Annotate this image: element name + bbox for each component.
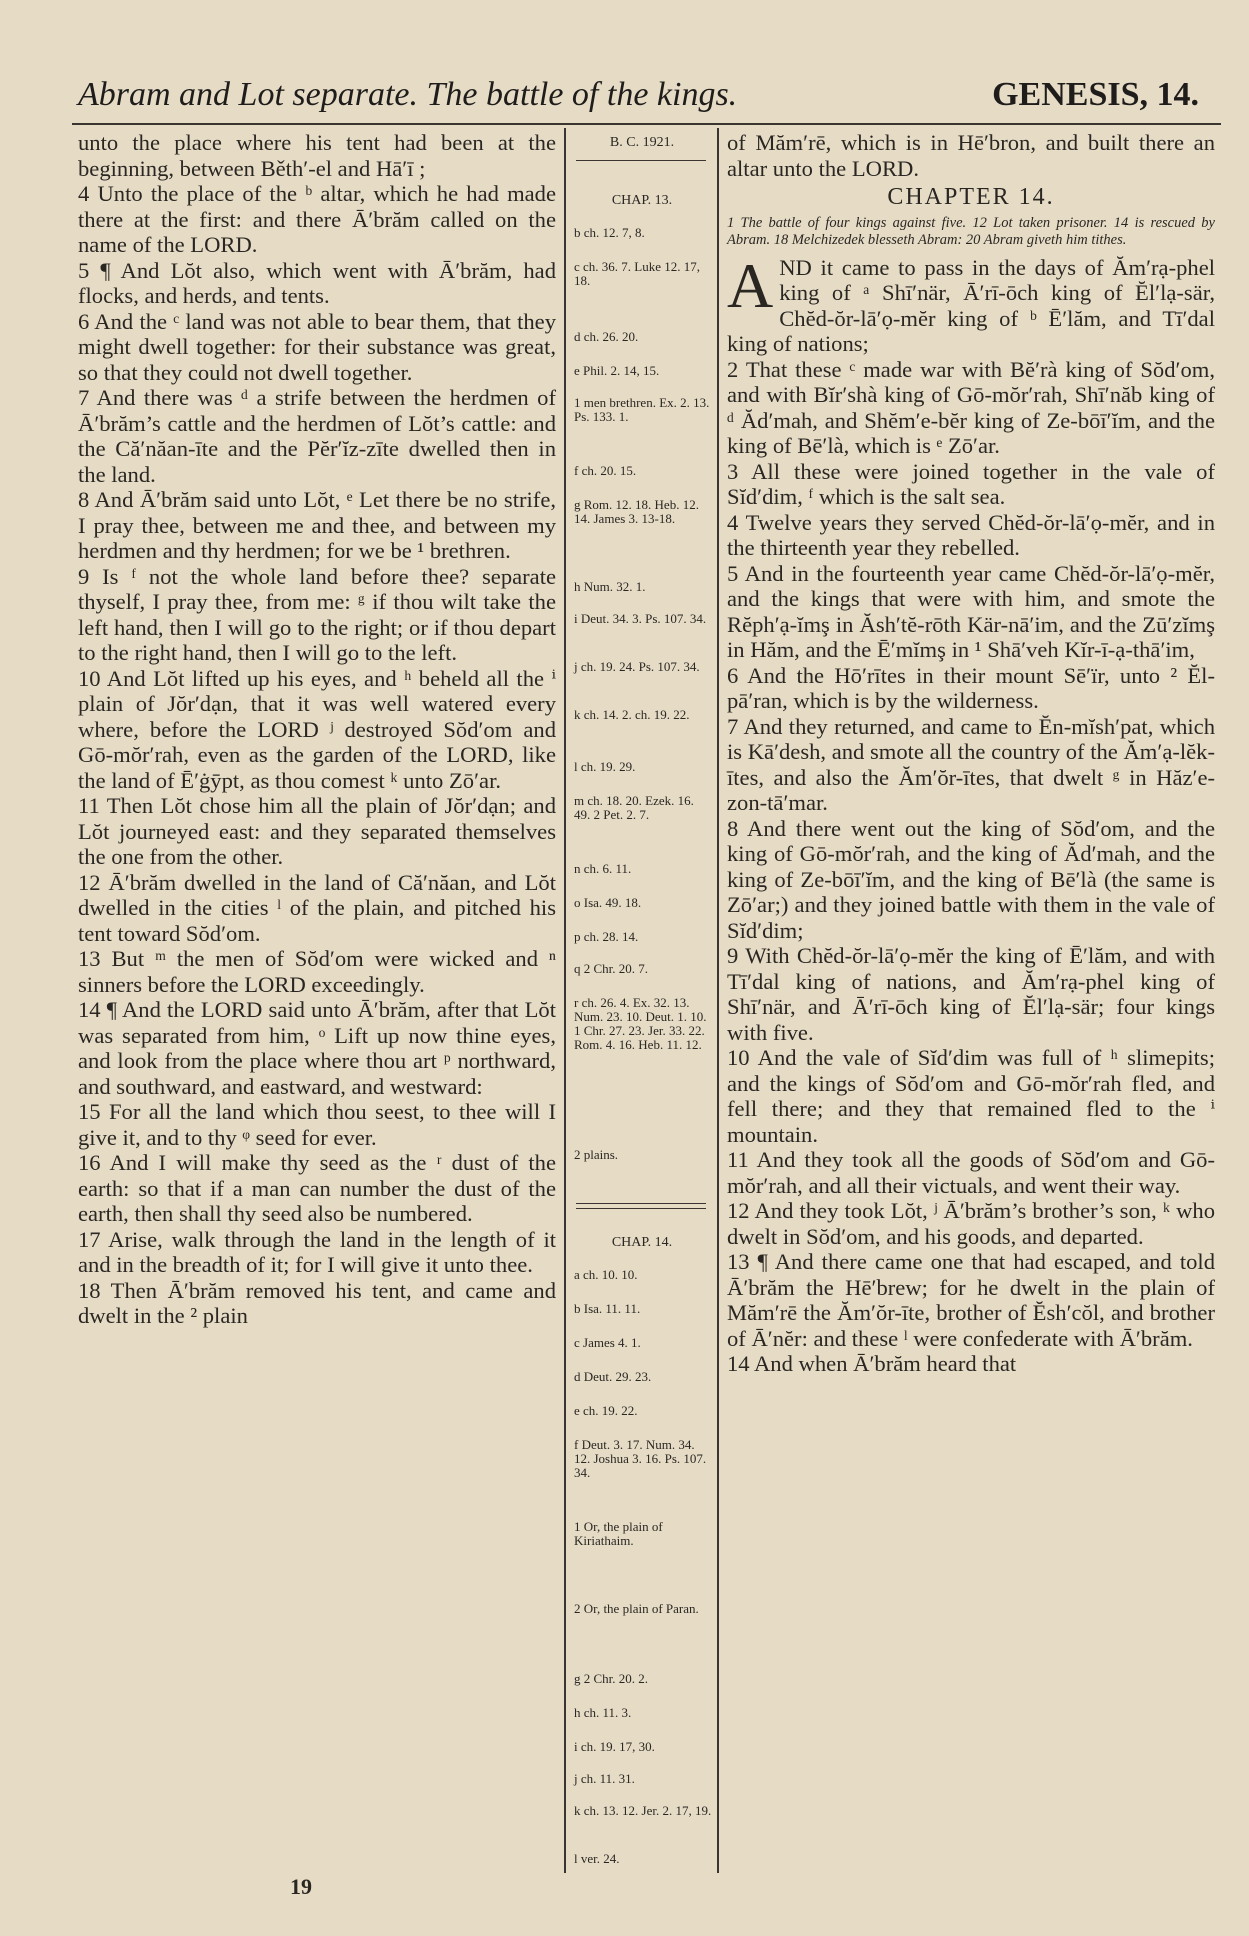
verse: 10 And Lŏt lifted up his eyes, and ʰ beheld all the ⁱ plain of Jŏr′dạn, that it was well watered every where, before the LORD ʲ destroyed Sŏd′om and Gō-mŏr′rah, even as the garden of the LORD, like the land of Ē′ġȳpt, as thou comest ᵏ unto Zō′ar. bbox=[78, 665, 556, 793]
margin-rule bbox=[576, 1208, 706, 1209]
cross-reference: 2 Or, the plain of Paran. bbox=[574, 1601, 699, 1616]
margin-rule bbox=[576, 160, 706, 161]
verse: 15 For all the land which thou seest, to thee will I give it, and to thy ᵠ seed for ever. bbox=[78, 1099, 556, 1150]
cross-reference: c ch. 36. 7. Luke 12. 17, 18. bbox=[574, 259, 701, 288]
cross-reference: i Deut. 34. 3. Ps. 107. 34. bbox=[574, 611, 707, 626]
verse: 13 ¶ And there came one that had escaped, and told Ā′brăm the Hē′brew; for he dwelt in the plain of Măm′rē the Ăm′ŏr-īte, brother of Ĕsh′cŏl, and brother of Ā′nĕr: and these ˡ were confederate with Ā′brăm. bbox=[727, 1249, 1215, 1351]
cross-reference: l ver. 24. bbox=[574, 1851, 620, 1866]
verse: of Măm′rē, which is in Hē′bron, and built there an altar unto the LORD. bbox=[727, 130, 1215, 181]
chapter-summary: 1 The battle of four kings against five. 12 Lot taken prisoner. 14 is rescued by Abram. 18 Melchizedek blesseth Abram: 20 Abram giveth him tithes. bbox=[727, 214, 1215, 248]
verse: 11 And they took all the goods of Sŏd′om and Gō-mŏr′rah, and all their victuals, and went their way. bbox=[727, 1147, 1215, 1198]
verse: 14 And when Ā′brăm heard that bbox=[727, 1351, 1017, 1376]
cross-reference: 1 Or, the plain of Kiriathaim. bbox=[574, 1519, 663, 1548]
verse: 6 And the Hō′rītes in their mount Sē′ïr, unto ² Ĕl-pā′ran, which is by the wilderness. bbox=[727, 662, 1215, 713]
margin-chap14-heading: CHAP. 14. bbox=[611, 1235, 673, 1250]
cross-reference: i ch. 19. 17, 30. bbox=[574, 1739, 655, 1754]
cross-reference: b ch. 12. 7, 8. bbox=[574, 225, 645, 240]
column-divider-left bbox=[564, 128, 566, 1873]
cross-reference: j ch. 11. 31. bbox=[574, 1771, 635, 1786]
verse: 12 And they took Lŏt, ʲ Ā′brăm’s brother’s son, ᵏ who dwelt in Sŏd′om, and his goods, and departed. bbox=[727, 1198, 1215, 1249]
cross-reference: a ch. 10. 10. bbox=[574, 1267, 638, 1282]
cross-reference: m ch. 18. 20. Ezek. 16. 49. 2 Pet. 2. 7. bbox=[574, 793, 694, 822]
verse: 7 And they returned, and came to Ĕn-mĭsh′pat, which is Kā′desh, and smote all the country of the Ăm′ạ-lĕk-ītes, and also the Ăm′ŏr-ītes, that dwelt ᵍ in Hăz′e-zon-tā′mar. bbox=[727, 713, 1215, 815]
cross-reference: b Isa. 11. 11. bbox=[574, 1301, 641, 1316]
margin-chap13-heading: CHAP. 13. bbox=[611, 193, 673, 208]
verse: unto the place where his tent had been at the beginning, between Běth′-el and Hā′ī ; bbox=[78, 130, 556, 181]
verse: 13 But ᵐ the men of Sŏd′om were wicked and ⁿ sinners before the LORD exceedingly. bbox=[78, 946, 556, 997]
verse: 4 Unto the place of the ᵇ altar, which he had made there at the first: and there Ā′brăm called on the name of the LORD. bbox=[78, 181, 556, 257]
cross-reference: l ch. 19. 29. bbox=[574, 759, 636, 774]
cross-reference: d ch. 26. 20. bbox=[574, 329, 639, 344]
verse: 14 ¶ And the LORD said unto Ā′brăm, after that Lŏt was separated from him, ᵒ Lift up now thine eyes, and look from the place where thou art ᵖ northward, and southward, and eastward, and westward: bbox=[78, 997, 556, 1099]
verse: 8 And Ā′brăm said unto Lŏt, ᵉ Let there be no strife, I pray thee, between me and thee, and between my herdmen and thy herdmen; for we be ¹ brethren. bbox=[78, 487, 556, 563]
left-text-column bbox=[78, 130, 556, 1329]
cross-reference: d Deut. 29. 23. bbox=[574, 1369, 652, 1384]
cross-reference: h ch. 11. 3. bbox=[574, 1705, 632, 1720]
verse: 6 And the ᶜ land was not able to bear them, that they might dwell together: for their substance was great, so that they could not dwell together. bbox=[78, 308, 556, 385]
verse: 18 Then Ā′brăm removed his tent, and came and dwelt in the ² plain bbox=[78, 1277, 556, 1328]
verse: 9 With Chĕd-ŏr-lā′ọ-mĕr the king of Ē′lăm, and with Tī′dal king of nations, and Ăm′rạ-phel king of Shī′när, and Ā′rī-ōch king of Ĕl′lạ-sär; four kings with five. bbox=[727, 943, 1215, 1045]
chapter-heading: CHAPTER 14. bbox=[887, 184, 1055, 210]
verse: 17 Arise, walk through the land in the length of it and in the breadth of it; for I will give it unto thee. bbox=[78, 1226, 556, 1277]
header-rule bbox=[72, 123, 1221, 125]
margin-date: B. C. 1921. bbox=[609, 135, 675, 150]
cross-reference: k ch. 13. 12. Jer. 2. 17, 19. bbox=[574, 1803, 712, 1818]
cross-reference: 2 plains. bbox=[574, 1147, 619, 1162]
cross-reference: g 2 Chr. 20. 2. bbox=[574, 1671, 649, 1686]
verse: 8 And there went out the king of Sŏd′om, and the king of Gō-mŏr′rah, and the king of Ăd′mah, and the king of Ze-bōī′ĭm, and the king of Bē′là (the same is Zō′ar;) and they joined battle with them in the vale of Sĭd′dim; bbox=[727, 815, 1215, 943]
cross-reference: q 2 Chr. 20. 7. bbox=[574, 961, 649, 976]
verse-1-text: ND it came to pass in the days of Ăm′rạ-phel king of ᵃ Shī′när, Ā′rī-ōch king of Ĕl′lạ-sär, Chĕd-ŏr-lā′ọ-mĕr king of ᵇ Ē′lăm, and Tī′dal king of nations; bbox=[727, 254, 1215, 356]
verse-1 bbox=[727, 249, 1215, 357]
cross-reference: h Num. 32. 1. bbox=[574, 579, 646, 594]
margin-rule bbox=[576, 1203, 706, 1204]
cross-reference: g Rom. 12. 18. Heb. 12. 14. James 3. 13-18. bbox=[574, 497, 699, 526]
verse: 11 Then Lŏt chose him all the plain of Jŏr′dạn; and Lŏt journeyed east: and they separated themselves the one from the other. bbox=[78, 793, 556, 869]
running-header bbox=[70, 72, 1219, 122]
cross-reference: o Isa. 49. 18. bbox=[574, 895, 642, 910]
cross-reference: e Phil. 2. 14, 15. bbox=[574, 363, 660, 378]
column-divider-right bbox=[717, 128, 719, 1873]
cross-reference: c James 4. 1. bbox=[574, 1335, 641, 1350]
verse: 10 And the vale of Sĭd′dim was full of ʰ slimepits; and the kings of Sŏd′om and Gō-mŏr′rah fled, and fell there; and they that remained fled to the ⁱ mountain. bbox=[727, 1045, 1215, 1147]
cross-reference: n ch. 6. 11. bbox=[574, 861, 632, 876]
header-book-chapter: GENESIS, 14. bbox=[992, 76, 1199, 113]
cross-reference: r ch. 26. 4. Ex. 32. 13. Num. 23. 10. Deut. 1. 10. 1 Chr. 27. 23. Jer. 33. 22. Rom. 4. 16. Heb. 11. 12. bbox=[574, 995, 707, 1052]
verse: 9 Is ᶠ not the whole land before thee? separate thyself, I pray thee, from me: ᵍ if thou wilt take the left hand, then I will go to the right; or if thou depart to the right hand, then I will go to the left. bbox=[78, 563, 556, 665]
verse: 4 Twelve years they served Chĕd-ŏr-lā′ọ-mĕr, and in the thirteenth year they rebelled. bbox=[727, 509, 1215, 560]
page-number: 19 bbox=[290, 1874, 312, 1899]
verse: 7 And there was ᵈ a strife between the herdmen of Ā′brăm’s cattle and the herdmen of Lŏt’s cattle: and the Că′năan-īte and the Pĕr′ĭz-zīte dwelled then in the land. bbox=[78, 385, 556, 487]
verse: 12 Ā′brăm dwelled in the land of Că′năan, and Lŏt dwelled in the cities ˡ of the plain, and pitched his tent toward Sŏd′om. bbox=[78, 869, 556, 946]
right-text-column bbox=[727, 130, 1215, 1377]
verse: 5 ¶ And Lŏt also, which went with Ā′brăm, had flocks, and herds, and tents. bbox=[78, 257, 556, 308]
drop-cap: A bbox=[727, 249, 774, 321]
cross-reference: j ch. 19. 24. Ps. 107. 34. bbox=[574, 659, 700, 674]
cross-reference: k ch. 14. 2. ch. 19. 22. bbox=[574, 707, 690, 722]
header-left-title: Abram and Lot separate. The battle of the kings. bbox=[78, 76, 738, 113]
cross-reference: p ch. 28. 14. bbox=[574, 929, 639, 944]
cross-reference: f ch. 20. 15. bbox=[574, 463, 637, 478]
verse: 16 And I will make thy seed as the ʳ dust of the earth: so that if a man can number the dust of the earth, then shall thy seed also be numbered. bbox=[78, 1150, 556, 1226]
cross-reference: f Deut. 3. 17. Num. 34. 12. Joshua 3. 16. Ps. 107. 34. bbox=[574, 1437, 707, 1480]
verse: 5 And in the fourteenth year came Chĕd-ŏr-lā′ọ-mĕr, and the kings that were with him, and smote the Rĕph′ạ-ĭmş in Ăsh′tĕ-rōth Kär-nā′im, and the Zū′zĭmş in Hăm, and the Ē′mĭmş in ¹ Shā′veh Kĭr-ī-ạ-thā′im, bbox=[727, 560, 1215, 662]
verse: 3 All these were joined together in the vale of Sĭd′dim, ᶠ which is the salt sea. bbox=[727, 458, 1215, 509]
cross-reference: e ch. 19. 22. bbox=[574, 1403, 638, 1418]
cross-reference: 1 men brethren. Ex. 2. 13. Ps. 133. 1. bbox=[574, 395, 710, 424]
verse: 2 That these ᶜ made war with Bĕ′rà king of Sŏd′om, and with Bĭr′shà king of Gō-mŏr′rah, Shī′năb king of ᵈ Ăd′mah, and Shĕm′e-bĕr king of Ze-bōī′ĭm, and the king of Bē′là, which is ᵉ Zō′ar. bbox=[727, 356, 1215, 458]
